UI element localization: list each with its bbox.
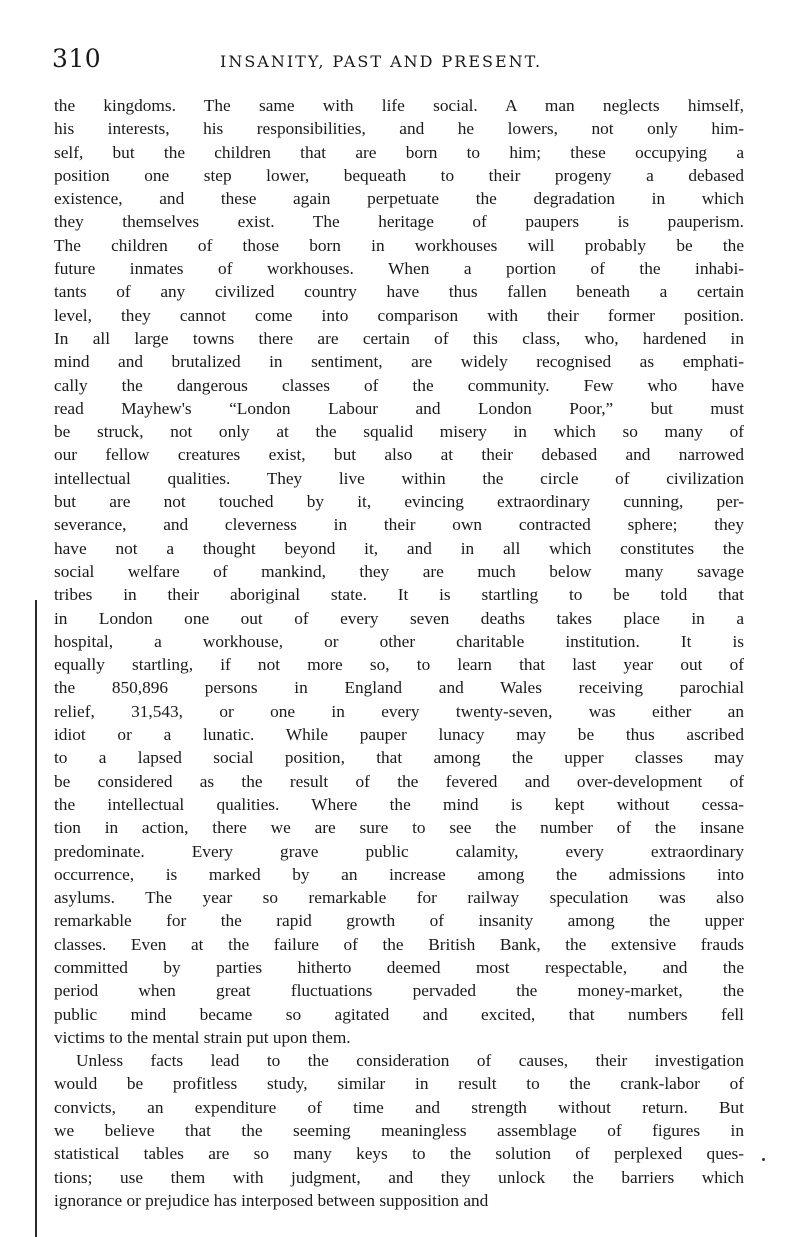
text-line: be considered as the result of the fevered and over-development of xyxy=(54,771,744,791)
text-line: be struck, not only at the squalid misery in which so many of xyxy=(54,422,744,442)
paragraph-2 xyxy=(54,1049,744,1212)
text-line: would be profitless study, similar in result to the crank-labor of xyxy=(54,1074,744,1094)
margin-rule xyxy=(35,600,37,1237)
text-line: equally startling, if not more so, to learn that last year out of xyxy=(54,655,744,675)
text-line: future inmates of workhouses. When a portion of the inhabi- xyxy=(54,259,744,279)
text-line: public mind became so agitated and excited, that numbers fell xyxy=(54,1004,744,1024)
text-line: the 850,896 persons in England and Wales receiving parochial xyxy=(54,678,744,698)
text-line: The children of those born in workhouses will probably be the xyxy=(54,235,744,255)
text-line: In all large towns there are certain of this class, who, hardened in xyxy=(54,328,744,348)
text-line: they themselves exist. The heritage of paupers is pauperism. xyxy=(54,212,744,232)
text-line: social welfare of mankind, they are much below many savage xyxy=(54,561,744,581)
text-line: the kingdoms. The same with life social. A man neglects himself, xyxy=(54,96,744,115)
text-line: the intellectual qualities. Where the mind is kept without cessa- xyxy=(54,794,744,814)
text-line: tants of any civilized country have thus fallen beneath a certain xyxy=(54,282,744,302)
running-title: INSANITY, PAST AND PRESENT. xyxy=(220,52,543,71)
text-line: his interests, his responsibilities, and he lowers, not only him- xyxy=(54,119,744,139)
text-line: tribes in their aboriginal state. It is startling to be told that xyxy=(54,585,744,605)
margin-mark xyxy=(762,1158,765,1161)
body-text xyxy=(54,94,744,1212)
text-line: tion in action, there we are sure to see the number of the insane xyxy=(54,818,744,838)
text-line: predominate. Every grave public calamity, every extraordinary xyxy=(54,841,744,861)
text-line: Unless facts lead to the consideration of causes, their investigation xyxy=(76,1051,744,1071)
text-line: relief, 31,543, or one in every twenty-seven, was either an xyxy=(54,701,744,721)
text-line: we believe that the seeming meaningless assemblage of figures in xyxy=(54,1121,744,1141)
text-line: level, they cannot come into comparison with their former position. xyxy=(54,305,744,325)
text-line: asylums. The year so remarkable for railway speculation was also xyxy=(54,888,744,908)
text-line: classes. Even at the failure of the British Bank, the extensive frauds xyxy=(54,934,744,954)
text-line: to a lapsed social position, that among the upper classes may xyxy=(54,748,744,768)
text-line: our fellow creatures exist, but also at their debased and narrowed xyxy=(54,445,744,465)
page-number: 310 xyxy=(52,44,102,73)
text-line: cally the dangerous classes of the community. Few who have xyxy=(54,375,744,395)
page-header xyxy=(52,44,752,78)
text-line: intellectual qualities. They live within the circle of civilization xyxy=(54,468,744,488)
text-line: self, but the children that are born to him; these occupying a xyxy=(54,142,744,162)
text-line: statistical tables are so many keys to the solution of perplexed ques- xyxy=(54,1144,744,1164)
text-line: idiot or a lunatic. While pauper lunacy may be thus ascribed xyxy=(54,725,744,745)
text-line: but are not touched by it, evincing extraordinary cunning, per- xyxy=(54,492,744,512)
text-line: victims to the mental strain put upon them. xyxy=(54,1027,351,1047)
text-line: read Mayhew's “London Labour and London Poor,” but must xyxy=(54,398,744,418)
text-line: tions; use them with judgment, and they unlock the barriers which xyxy=(54,1167,744,1187)
text-line: existence, and these again perpetuate the degradation in which xyxy=(54,189,744,209)
text-line: severance, and cleverness in their own contracted sphere; they xyxy=(54,515,744,535)
text-line: remarkable for the rapid growth of insanity among the upper xyxy=(54,911,744,931)
text-line: occurrence, is marked by an increase among the admissions into xyxy=(54,864,744,884)
text-line: position one step lower, bequeath to their progeny a debased xyxy=(54,165,744,185)
paragraph-1 xyxy=(54,94,744,1049)
text-line: in London one out of every seven deaths takes place in a xyxy=(54,608,744,628)
text-line: ignorance or prejudice has interposed between supposition and xyxy=(54,1190,489,1210)
text-line: mind and brutalized in sentiment, are widely recognised as emphati- xyxy=(54,352,744,372)
text-line: convicts, an expenditure of time and strength without return. But xyxy=(54,1097,744,1117)
text-line: period when great fluctuations pervaded the money-market, the xyxy=(54,981,744,1001)
text-line: committed by parties hitherto deemed most respectable, and the xyxy=(54,957,744,977)
text-line: have not a thought beyond it, and in all which constitutes the xyxy=(54,538,744,558)
text-line: hospital, a workhouse, or other charitable institution. It is xyxy=(54,631,744,651)
